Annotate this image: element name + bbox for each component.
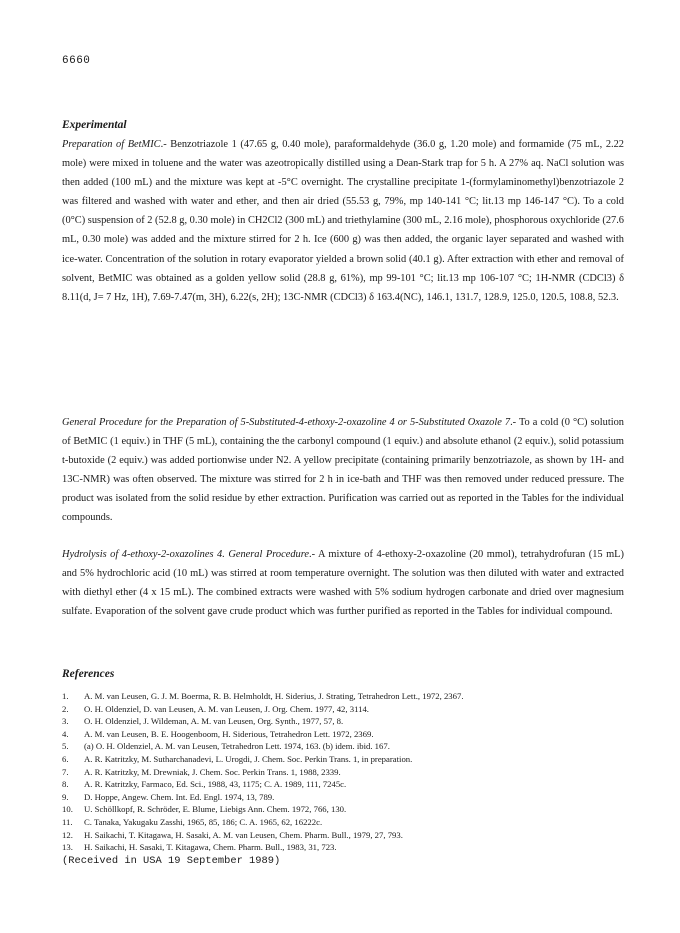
reference-item: 9. D. Hoppe, Angew. Chem. Int. Ed. Engl. 1974, 13, 789.	[62, 791, 275, 802]
experimental-heading: Experimental	[62, 119, 127, 131]
hydrolysis-paragraph	[62, 545, 624, 621]
betmic-text: .- Benzotriazole 1 (47.65 g, 0.40 mole), paraformaldehyde (36.0 g, 1.20 mole) and formamide (75 mL, 2.22 mole) were mixed in toluene and the water was azeotropically distilled using a Dean-Stark trap for 5 h. A 27% aq. NaCl solution was then added (100 mL) and the mixture was kept at -5°C overnight. The crystalline precipitate 1-(formylaminomethyl)benzotriazole 2 was filtered and washed with water and ether, and then air dried (55.53 g, 79%, mp 140-141 °C; lit.13 mp 146-147 °C). To a cold (0°C) suspension of 2 (52.8 g, 0.30 mole) in CH2Cl2 (300 mL) and triethylamine (300 mL, 2.16 mole), phosphorous oxychloride (27.6 mL, 0.30 mole) was added and the mixture stirred for 2 h. Ice (600 g) was then added, the organic layer separated and washed with ice-water. Concentration of the solution in rotary evaporator yielded a brown solid (40.1 g). After extraction with ether and removal of solvent, BetMIC was obtained as a golden yellow solid (28.8 g, 61%), mp 99-101 °C; lit.13 mp 106-107 °C; 1H-NMR (CDCl3) δ 8.11(d, J= 7 Hz, 1H), 7.69-7.47(m, 3H), 6.22(s, 2H); 13C-NMR (CDCl3) δ 163.4(NC), 146.1, 131.7, 128.9, 125.0, 120.5, 108.8, 52.3.	[62, 139, 625, 303]
references-section	[62, 668, 624, 854]
received-date: (Received in USA 19 September 1989)	[62, 855, 281, 867]
hydrolysis-section	[62, 545, 624, 621]
experimental-section	[62, 119, 624, 307]
reference-item: 7. A. R. Katritzky, M. Drewniak, J. Chem. Soc. Perkin Trans. 1, 1988, 2339.	[62, 766, 341, 777]
reference-item: 1. A. M. van Leusen, G. J. M. Boerma, R. B. Helmholdt, H. Siderius, J. Strating, Tetrahedron Lett., 1972, 2367.	[62, 691, 464, 701]
reference-item: 3. O. H. Oldenziel, J. Wildeman, A. M. van Leusen, Org. Synth., 1977, 57, 8.	[62, 716, 344, 727]
general-title: General Procedure for the Preparation of 5-Substituted-4-ethoxy-2-oxazoline 4 or 5-Substituted Oxazole 7	[62, 417, 511, 428]
reference-item: 12. H. Saikachi, T. Kitagawa, H. Sasaki, A. M. van Leusen, Chem. Pharm. Bull., 1979, 27, 793.	[62, 829, 403, 840]
reference-item: 10. U. Schöllkopf, R. Schröder, E. Blume, Liebigs Ann. Chem. 1972, 766, 130.	[62, 804, 347, 815]
hydrolysis-text: .- A mixture of 4-ethoxy-2-oxazoline (20 mmol), tetrahydrofuran (15 mL) and 5% hydrochloric acid (10 mL) was stirred at room temperature overnight. The solution was then diluted with water and extracted with diethyl ether (4 x 15 mL). The combined extracts were washed with 5% sodium hydrogen carbonate and dried over magnesium sulfate. Evaporation of the solvent gave crude product which was further purified as reported in the Tables for individual compound.	[62, 549, 624, 618]
betmic-title: Preparation of BetMIC	[62, 139, 161, 150]
general-paragraph	[62, 413, 624, 528]
reference-item: 6. A. R. Katritzky, M. Sutharchanadevi, L. Urogdi, J. Chem. Soc. Perkin Trans. 1, in preparation.	[62, 753, 413, 764]
betmic-paragraph	[62, 135, 624, 307]
reference-item: 8. A. R. Katritzky, Farmaco, Ed. Sci., 1988, 43, 1175; C. A. 1989, 111, 7245c.	[62, 779, 347, 790]
reference-item: 4. A. M. van Leusen, B. E. Hoogenboom, H. Siderious, Tetrahedron Lett. 1972, 2369.	[62, 728, 374, 739]
reference-item: 13. H. Saikachi, H. Sasaki, T. Kitagawa, Chem. Pharm. Bull., 1983, 31, 723.	[62, 842, 337, 853]
references-heading: References	[62, 668, 115, 680]
reference-item: 11. C. Tanaka, Yakugaku Zasshi, 1965, 85, 186; C. A. 1965, 62, 16222c.	[62, 816, 323, 827]
general-procedure-section	[62, 413, 624, 528]
reference-item: 5. (a) O. H. Oldenziel, A. M. van Leusen, Tetrahedron Lett. 1974, 163. (b) idem. ibid. 167.	[62, 741, 390, 752]
reference-item: 2. O. H. Oldenziel, D. van Leusen, A. M. van Leusen, J. Org. Chem. 1977, 42, 3114.	[62, 703, 369, 714]
hydrolysis-title: Hydrolysis of 4-ethoxy-2-oxazolines 4. General Procedure	[62, 549, 309, 560]
general-text: .- To a cold (0 °C) solution of BetMIC (1 equiv.) in THF (5 mL), containing the the carbonyl compound (1 equiv.) and absolute ethanol (2 equiv.), solid potassium t-butoxide (2 equiv.) was added portionwise under N2. A yellow precipitate (containing primarily benzotriazole, as shown by 1H- and 13C-NMR) was often observed. The mixture was stirred for 2 h in ice-bath and THF was then removed under reduced pressure. The product was isolated from the solid residue by ether extraction. Purification was carried out as reported in the Tables for the individual compounds.	[62, 417, 624, 524]
references-list	[62, 690, 624, 854]
page-number: 6660	[62, 55, 91, 67]
